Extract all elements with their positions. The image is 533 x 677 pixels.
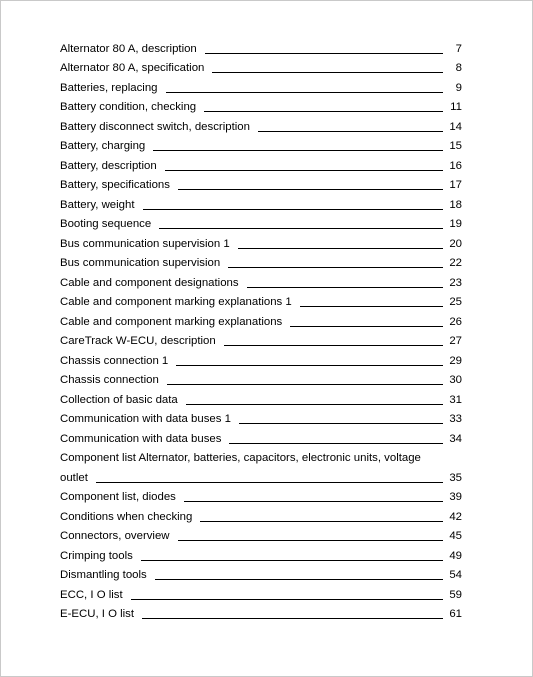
toc-leader-line: [186, 404, 443, 405]
toc-entry-title: Battery condition, checking: [60, 101, 197, 113]
toc-page-number: 49: [449, 549, 462, 562]
toc-leader-line: [141, 560, 443, 561]
toc-entry-title: ECC, I O list: [60, 588, 123, 601]
toc-page-number: 45: [449, 530, 462, 542]
toc-entry[interactable]: [60, 231, 462, 251]
toc-page-number: 17: [449, 179, 462, 191]
toc-page-number: 26: [449, 315, 462, 328]
toc-leader-line: [159, 228, 443, 229]
toc-entry[interactable]: [60, 192, 462, 212]
toc-entry[interactable]: [60, 543, 462, 563]
toc-entry[interactable]: [60, 36, 462, 56]
toc-entry-title: Booting sequence: [60, 218, 152, 230]
toc-entry-title: Battery, charging: [60, 140, 146, 152]
toc-entry-title: Battery, specifications: [60, 179, 170, 191]
toc-entry-title: Dismantling tools: [60, 569, 147, 581]
toc-entry[interactable]: [60, 290, 462, 310]
toc-page-number: 18: [449, 198, 462, 211]
toc-page-number: 25: [449, 296, 462, 308]
toc-page-number: 16: [449, 159, 462, 172]
toc-entry[interactable]: [60, 173, 462, 193]
toc-leader-line: [258, 131, 443, 132]
toc-leader-line: [155, 579, 443, 580]
toc-page-number: 34: [449, 432, 462, 445]
toc-entry-title: Conditions when checking: [60, 510, 193, 523]
toc-entry-title: Collection of basic data: [60, 393, 178, 406]
toc-entry-title: Alternator 80 A, specification: [60, 62, 205, 74]
toc-entry-title: Bus communication supervision: [60, 257, 221, 269]
toc-page-number: 14: [449, 120, 462, 133]
toc-entry[interactable]: [60, 504, 462, 524]
toc-entry-title: Battery disconnect switch, description: [60, 120, 250, 133]
toc-entry[interactable]: [60, 114, 462, 134]
toc-entry[interactable]: [60, 387, 462, 407]
toc-leader-line: [178, 189, 443, 190]
toc-page-number: 9: [455, 81, 462, 94]
toc-page-number: 22: [449, 257, 462, 269]
toc-entry[interactable]: [60, 329, 462, 349]
toc-leader-line: [166, 92, 443, 93]
toc-entry-title: Battery, weight: [60, 198, 135, 211]
toc-entry-title-continuation: outlet: [60, 471, 88, 484]
toc-entry-title: Crimping tools: [60, 549, 133, 562]
toc-page-number: 29: [449, 354, 462, 367]
toc-leader-line: [96, 482, 443, 483]
toc-entry-title: Communication with data buses 1: [60, 413, 231, 425]
toc-leader-line: [167, 384, 443, 385]
toc-entry[interactable]: [60, 602, 462, 622]
toc-leader-line: [212, 72, 443, 73]
toc-leader-line: [184, 501, 443, 502]
toc-page-number: 8: [455, 62, 462, 74]
toc-page-number: 54: [449, 569, 462, 581]
toc-leader-line: [178, 540, 443, 541]
toc-entry-title: Alternator 80 A, description: [60, 42, 197, 55]
toc-page-number: 20: [449, 237, 462, 250]
toc-leader-line: [229, 443, 443, 444]
toc-page-number: 39: [449, 491, 462, 503]
toc-page-number: 11: [450, 101, 462, 113]
toc-entry-title: Battery, description: [60, 159, 157, 172]
toc-page-number: 19: [449, 218, 462, 230]
toc-page-number: 33: [449, 413, 462, 425]
toc-leader-line: [238, 248, 443, 249]
toc-leader-line: [142, 618, 443, 619]
toc-leader-line: [143, 209, 444, 210]
toc-leader-line: [205, 53, 443, 54]
toc-leader-line: [239, 423, 443, 424]
toc-entry-title: Connectors, overview: [60, 530, 170, 542]
toc-entry[interactable]: [60, 563, 462, 583]
toc-leader-line: [165, 170, 443, 171]
toc-entry-title: Cable and component designations: [60, 276, 239, 289]
toc-entry[interactable]: [60, 485, 462, 505]
toc-leader-line: [200, 521, 443, 522]
toc-page-number: 7: [455, 42, 462, 55]
toc-entry[interactable]: [60, 270, 462, 290]
toc-entry-title: Chassis connection 1: [60, 354, 169, 367]
toc-page-number: 35: [449, 471, 462, 484]
toc-entry-title: E-ECU, I O list: [60, 608, 135, 620]
toc-entry-title: Cable and component marking explanations: [60, 315, 283, 328]
toc-entry-title: Bus communication supervision 1: [60, 237, 230, 250]
toc-entry[interactable]: [60, 75, 462, 95]
toc-entry[interactable]: [60, 582, 462, 602]
table-of-contents: [60, 36, 462, 621]
toc-entry[interactable]: [60, 426, 462, 446]
toc-leader-line: [224, 345, 443, 346]
toc-entry[interactable]: [60, 95, 462, 115]
toc-entry[interactable]: [60, 251, 462, 271]
toc-leader-line: [131, 599, 443, 600]
toc-page-number: 42: [449, 510, 462, 523]
toc-entry-title: Component list, diodes: [60, 491, 176, 503]
toc-entry[interactable]: [60, 524, 462, 544]
toc-leader-line: [290, 326, 443, 327]
toc-entry[interactable]: [60, 212, 462, 232]
toc-entry-title: Chassis connection: [60, 374, 159, 386]
toc-entry[interactable]: [60, 134, 462, 154]
toc-page-number: 15: [449, 140, 462, 152]
toc-leader-line: [300, 306, 443, 307]
toc-page-number: 27: [449, 335, 462, 347]
toc-page-number: 31: [449, 393, 462, 406]
toc-entry[interactable]: [60, 446, 462, 485]
toc-entry-title: Batteries, replacing: [60, 81, 158, 94]
toc-entry[interactable]: [60, 153, 462, 173]
toc-entry[interactable]: [60, 309, 462, 329]
toc-leader-line: [176, 365, 443, 366]
toc-leader-line: [228, 267, 443, 268]
toc-entry[interactable]: [60, 407, 462, 427]
toc-leader-line: [247, 287, 443, 288]
toc-entry-title: Communication with data buses: [60, 432, 222, 445]
toc-leader-line: [153, 150, 443, 151]
toc-entry-title: CareTrack W-ECU, description: [60, 335, 216, 347]
toc-page-number: 30: [449, 374, 462, 386]
toc-page-number: 59: [449, 588, 462, 601]
toc-entry[interactable]: [60, 348, 462, 368]
toc-page-number: 61: [449, 608, 462, 620]
toc-entry-title: Component list Alternator, batteries, capacitors, electronic units, voltage: [60, 452, 421, 464]
toc-leader-line: [204, 111, 443, 112]
toc-page-number: 23: [449, 276, 462, 289]
toc-entry-title: Cable and component marking explanations 1: [60, 296, 292, 308]
toc-entry[interactable]: [60, 368, 462, 388]
toc-entry[interactable]: [60, 56, 462, 76]
